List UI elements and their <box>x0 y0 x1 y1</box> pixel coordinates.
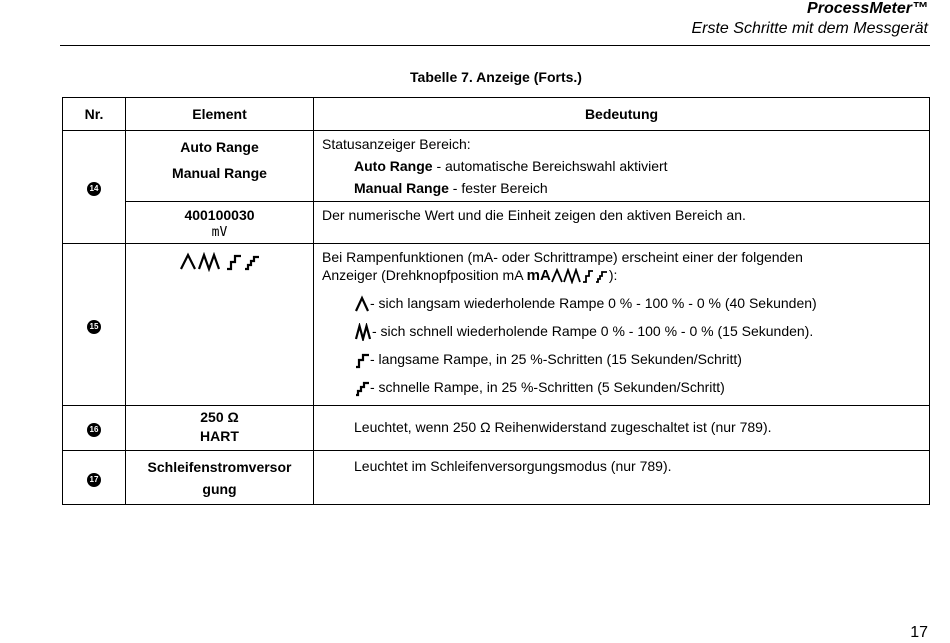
desc-ramp-line2 <box>322 266 921 285</box>
element-value-cell <box>126 202 314 244</box>
header-subtitle: Erste Schritte mit dem Messgerät <box>691 20 928 37</box>
page-number: 17 <box>910 624 928 641</box>
desc-loop-power-cell: Leuchtet im Schleifenversorgungsmodus (nur 789). <box>314 451 930 505</box>
element-unit: mV <box>211 225 228 240</box>
element-loop-power-cell <box>126 451 314 505</box>
element-auto-range: Auto Range <box>180 139 259 155</box>
header-element: Element <box>126 98 314 131</box>
element-hart-cell <box>126 406 314 451</box>
desc-ramp-ma-label: mA <box>526 267 551 284</box>
callout-16-icon: 16 <box>87 423 101 437</box>
desc-hart-cell: Leuchtet, wenn 250 Ω Reihenwiderstand zugeschaltet ist (nur 789). <box>314 406 930 451</box>
ramp-line-slow-step <box>322 345 921 373</box>
element-loop-power-1: Schleifenstromversor <box>147 459 292 475</box>
desc-range-cell <box>314 131 930 202</box>
element-manual-range: Manual Range <box>172 165 267 181</box>
ramp-text-slow-step: - langsame Rampe, in 25 %-Schritten (15 Sekunden/Schritt) <box>370 351 742 367</box>
desc-range-intro: Statusanzeiger Bereich: <box>322 136 471 152</box>
callout-15-icon: 15 <box>87 320 101 334</box>
table-row <box>63 244 930 406</box>
desc-value-cell: Der numerische Wert und die Einheit zeigen den aktiven Bereich an. <box>314 202 930 244</box>
table-row <box>63 451 930 505</box>
header-nr: Nr. <box>63 98 126 131</box>
table-row <box>63 406 930 451</box>
table-row <box>63 131 930 202</box>
slow-triangle-ramp-icon <box>354 293 370 312</box>
row-number-14 <box>63 131 126 244</box>
element-range-cell <box>126 131 314 202</box>
desc-auto-range-term: Auto Range <box>354 158 433 174</box>
table-caption: Tabelle 7. Anzeige (Forts.) <box>410 69 582 85</box>
callout-14-icon: 14 <box>87 182 101 196</box>
desc-ramp-line2-end: ): <box>608 267 618 283</box>
desc-ramp-cell <box>314 244 930 406</box>
element-250-ohm: 250 Ω <box>200 409 239 425</box>
ramp-text-slow-triangle: - sich langsam wiederholende Rampe 0 % - 100 % - 0 % (40 Sekunden) <box>370 295 817 311</box>
slow-step-ramp-icon <box>354 349 370 368</box>
table-row <box>63 202 930 244</box>
element-hart: HART <box>200 428 239 444</box>
ramp-line-fast-step <box>322 373 921 401</box>
inline-ramp-symbols-icon <box>551 267 609 283</box>
ramp-text-fast-step: - schnelle Rampe, in 25 %-Schritten (5 Sekunden/Schritt) <box>370 379 725 395</box>
row-number-16 <box>63 406 126 451</box>
header-title: ProcessMeter™ <box>807 0 928 17</box>
desc-manual-range-text: - fester Bereich <box>448 180 548 196</box>
desc-manual-range-line <box>322 179 921 197</box>
element-numeric-value: 400100030 <box>184 207 255 223</box>
row-number-17 <box>63 451 126 505</box>
ramp-text-fast-triangle: - sich schnell wiederholende Rampe 0 % - 100 % - 0 % (15 Sekunden). <box>372 323 814 339</box>
display-table <box>62 97 930 505</box>
desc-auto-range-line <box>322 157 921 175</box>
element-ramp-cell <box>126 244 314 406</box>
header-bedeutung: Bedeutung <box>314 98 930 131</box>
ramp-line-fast-triangle <box>322 317 921 345</box>
ramp-symbols-icon <box>179 253 261 269</box>
callout-17-icon: 17 <box>87 473 101 487</box>
header-rule <box>60 45 930 46</box>
desc-auto-range-text: - automatische Bereichswahl aktiviert <box>432 158 668 174</box>
desc-ramp-line1: Bei Rampenfunktionen (mA- oder Schrittrampe) erscheint einer der folgenden <box>322 249 803 265</box>
desc-manual-range-term: Manual Range <box>354 180 449 196</box>
fast-triangle-ramp-icon <box>354 321 372 340</box>
ramp-line-slow-triangle <box>322 289 921 317</box>
table-header-row <box>63 98 930 131</box>
fast-step-ramp-icon <box>354 377 370 396</box>
element-loop-power-2: gung <box>202 481 237 497</box>
desc-ramp-line2-text: Anzeiger (Drehknopfposition mA <box>322 267 527 283</box>
row-number-15 <box>63 244 126 406</box>
